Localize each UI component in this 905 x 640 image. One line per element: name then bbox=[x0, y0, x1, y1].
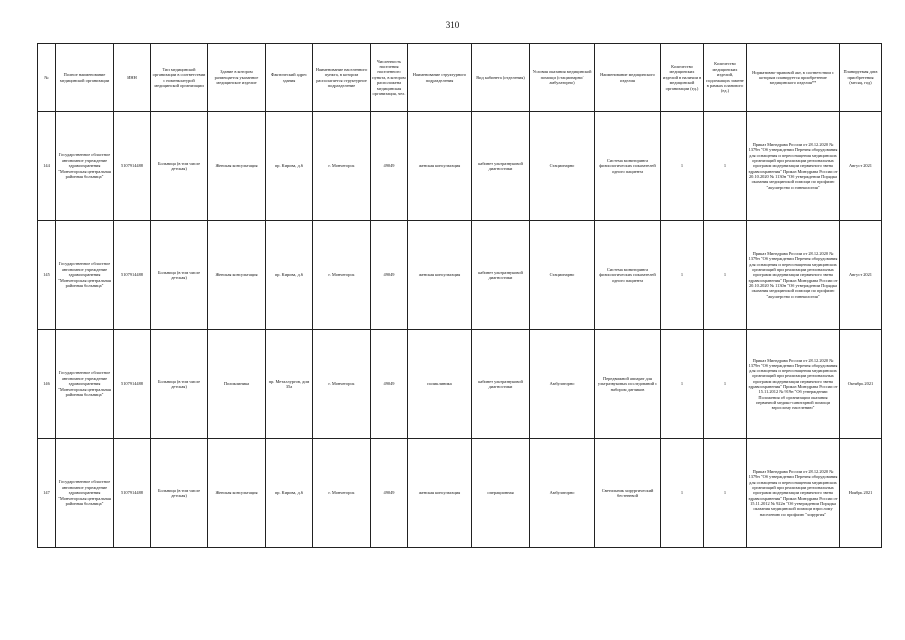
row-number: 146 bbox=[38, 330, 56, 439]
org-type: Больница (в том числе детская) bbox=[151, 330, 208, 439]
device: Передвижной аппарат для ультразвуковых исследований с набором датчиков bbox=[595, 330, 661, 439]
legal-basis: Приказ Минздрава России от 28.12.2020 № 1379н "Об утверждении Перечня оборудования для оснащения и переоснащения медицинских организаций при реализации региональных программ модернизации первичного звена здравоохранения" Приказ Минздрава России от 20.10.2020 № 1130н "Об утверждении Порядка оказания медицинской помощи по профилю "акушерство и гинекология" bbox=[747, 112, 840, 221]
planned-date: Август 2021 bbox=[840, 112, 882, 221]
table-row bbox=[38, 439, 882, 548]
header-cell: Вид кабинета (отделения) bbox=[472, 44, 530, 112]
address: пр. Кирова, д.6 bbox=[266, 221, 313, 330]
population: 49049 bbox=[371, 112, 408, 221]
table-row bbox=[38, 112, 882, 221]
header-cell: ИНН bbox=[114, 44, 151, 112]
population: 49049 bbox=[371, 221, 408, 330]
locality: г. Мончегорск bbox=[313, 221, 371, 330]
conditions: Стационарно bbox=[530, 221, 595, 330]
qty-have: 1 bbox=[661, 112, 704, 221]
legal-basis: Приказ Минздрава России от 28.12.2020 № 1379н "Об утверждении Перечня оборудования для оснащения и переоснащения медицинских организаций при реализации региональных программ модернизации первичного звена здравоохранения" Приказ Минздрава России от 15.11.2012 № 922н "Об утверждении Порядка оказания медицинской помощи взрослому населению по профилю "хирургия" bbox=[747, 439, 840, 548]
header-cell: Количество медицинских изделий в наличии в медицинской организации (ед.) bbox=[661, 44, 704, 112]
planned-date: Август 2021 bbox=[840, 221, 882, 330]
row-number: 147 bbox=[38, 439, 56, 548]
qty-replace: 1 bbox=[704, 330, 747, 439]
locality: г. Мончегорск bbox=[313, 112, 371, 221]
conditions: Амбулаторно bbox=[530, 439, 595, 548]
table-row bbox=[38, 221, 882, 330]
header-cell: Наименование структурного подразделения bbox=[408, 44, 472, 112]
conditions: Стационарно bbox=[530, 112, 595, 221]
legal-basis: Приказ Минздрава России от 28.12.2020 № 1379н "Об утверждении Перечня оборудования для оснащения и переоснащения медицинских организаций при реализации региональных программ модернизации первичного звена здравоохранения" Приказ Минздрава России от 20.10.2020 № 1130н "Об утверждении Порядка оказания медицинской помощи по профилю "акушерство и гинекология" bbox=[747, 221, 840, 330]
building: Женская консультация bbox=[208, 439, 266, 548]
unit: женская консультация bbox=[408, 221, 472, 330]
org-name: Государственное областное автономное учреждение здравоохранения "Мончегорская центральная районная больница" bbox=[56, 330, 114, 439]
building: Женская консультация bbox=[208, 112, 266, 221]
qty-have: 1 bbox=[661, 439, 704, 548]
locality: г. Мончегорск bbox=[313, 439, 371, 548]
cabinet: кабинет ультразвуковой диагностики bbox=[472, 221, 530, 330]
header-cell: Полное наименование медицинской организации bbox=[56, 44, 114, 112]
address: пр. Кирова, д.6 bbox=[266, 439, 313, 548]
unit: поликлиника bbox=[408, 330, 472, 439]
building: Женская консультация bbox=[208, 221, 266, 330]
unit: женская консультация bbox=[408, 112, 472, 221]
planned-date: Ноябрь 2021 bbox=[840, 439, 882, 548]
org-name: Государственное областное автономное учреждение здравоохранения "Мончегорская центральная районная больница" bbox=[56, 221, 114, 330]
page-number: 310 bbox=[445, 20, 460, 30]
qty-replace: 1 bbox=[704, 112, 747, 221]
qty-have: 1 bbox=[661, 330, 704, 439]
conditions: Амбулаторно bbox=[530, 330, 595, 439]
equipment-table bbox=[37, 43, 882, 548]
org-type: Больница (в том числе детская) bbox=[151, 221, 208, 330]
row-number: 144 bbox=[38, 112, 56, 221]
inn: 5107914488 bbox=[114, 112, 151, 221]
population: 49049 bbox=[371, 439, 408, 548]
cabinet: кабинет ультразвуковой диагностики bbox=[472, 112, 530, 221]
header-cell: Нормативно-правовой акт, в соответствии с которым планируется приобретение медицинского изделия** bbox=[747, 44, 840, 112]
header-cell: Количество медицинских изделий, подлежащих замене в рамках планового (ед.) bbox=[704, 44, 747, 112]
inn: 5107914488 bbox=[114, 221, 151, 330]
qty-replace: 1 bbox=[704, 439, 747, 548]
inn: 5107914488 bbox=[114, 330, 151, 439]
address: пр. Металлургов, дом 35а bbox=[266, 330, 313, 439]
planned-date: Октябрь 2021 bbox=[840, 330, 882, 439]
header-cell: Наименование населенного пункта, в котором располагается структурное подразделение bbox=[313, 44, 371, 112]
device: Система мониторинга физиологических показателей одного пациента bbox=[595, 221, 661, 330]
header-cell: Тип медицинской организации в соответствии с номенклатурой медицинской организации bbox=[151, 44, 208, 112]
address: пр. Кирова, д.6 bbox=[266, 112, 313, 221]
header-cell: № bbox=[38, 44, 56, 112]
qty-replace: 1 bbox=[704, 221, 747, 330]
legal-basis: Приказ Минздрава России от 28.12.2020 № 1379н "Об утверждении Перечня оборудования для оснащения и переоснащения медицинских организаций при реализации региональных программ модернизации первичного звена здравоохранения" Приказ Минздрава России от 15.11.2012 № 919н "Об утверждении Положения об организации оказания первичной медико-санитарной помощи взрослому населению" bbox=[747, 330, 840, 439]
unit: женская консультация bbox=[408, 439, 472, 548]
header-cell: Условия оказания медицинской помощи (стационарно/амбулаторно) bbox=[530, 44, 595, 112]
building: Поликлиника bbox=[208, 330, 266, 439]
org-type: Больница (в том числе детская) bbox=[151, 439, 208, 548]
qty-have: 1 bbox=[661, 221, 704, 330]
header-cell: Фактический адрес здания bbox=[266, 44, 313, 112]
cabinet: кабинет ультразвуковой диагностики bbox=[472, 330, 530, 439]
org-name: Государственное областное автономное учреждение здравоохранения "Мончегорская центральная районная больница" bbox=[56, 439, 114, 548]
locality: г. Мончегорск bbox=[313, 330, 371, 439]
cabinet: операционная bbox=[472, 439, 530, 548]
org-type: Больница (в том числе детская) bbox=[151, 112, 208, 221]
table-row bbox=[38, 330, 882, 439]
header-cell: Планируемая дата приобретения (месяц, год) bbox=[840, 44, 882, 112]
population: 49049 bbox=[371, 330, 408, 439]
device: Система мониторинга физиологических показателей одного пациента bbox=[595, 112, 661, 221]
device: Светильник хирургический бестеневой bbox=[595, 439, 661, 548]
org-name: Государственное областное автономное учреждение здравоохранения "Мончегорская центральная районная больница" bbox=[56, 112, 114, 221]
inn: 5107914488 bbox=[114, 439, 151, 548]
header-cell: Численность населения населенного пункта, в котором расположена медицинская организация, чел. bbox=[371, 44, 408, 112]
header-cell: Наименование медицинского изделия bbox=[595, 44, 661, 112]
row-number: 145 bbox=[38, 221, 56, 330]
header-row bbox=[38, 44, 882, 112]
header-cell: Здание в котором размещается указанное медицинское изделие bbox=[208, 44, 266, 112]
